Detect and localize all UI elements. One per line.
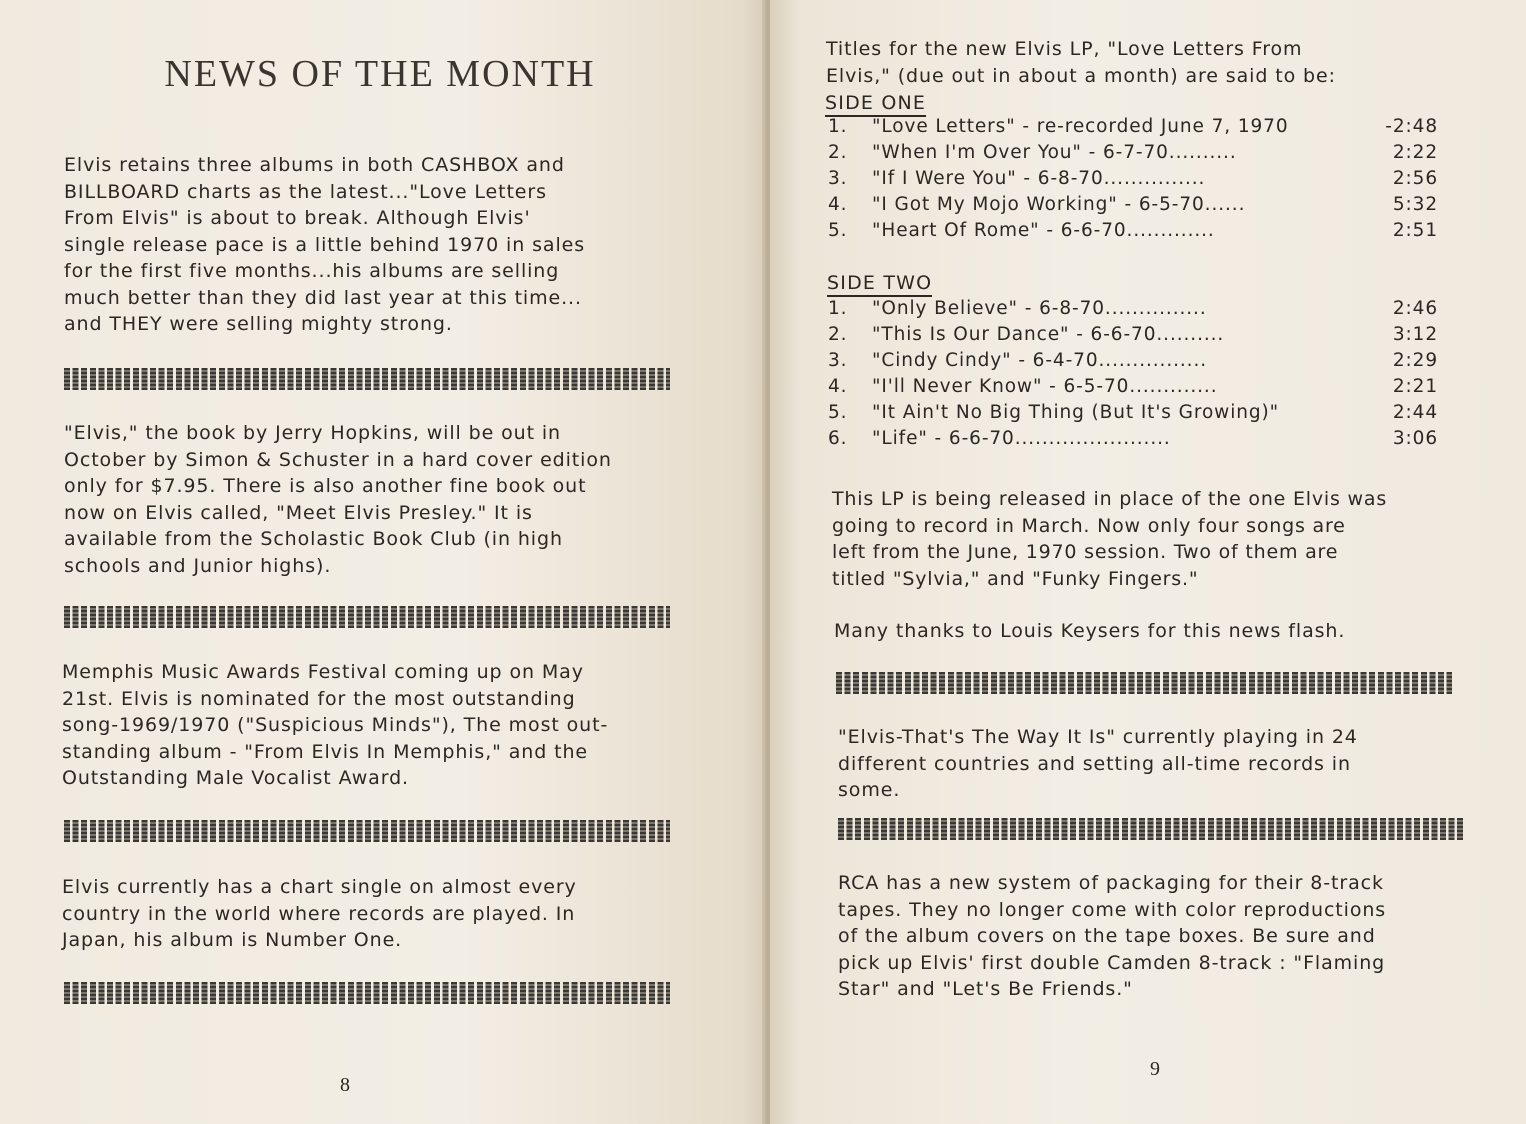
track-title: "It Ain't No Big Thing (But It's Growing)" <box>872 402 1280 423</box>
track-title: "If I Were You" - 6-8-70............... <box>872 168 1206 189</box>
track-number: 5. <box>828 402 848 423</box>
track-duration: 3:12 <box>1392 324 1438 345</box>
track-duration: 2:51 <box>1392 220 1438 241</box>
track-title: "Only Believe" - 6-8-70............... <box>872 298 1207 319</box>
track-duration: 2:21 <box>1392 376 1438 397</box>
track-title: "I'll Never Know" - 6-5-70............. <box>872 376 1218 397</box>
track-title: "I Got My Mojo Working" - 6-5-70...... <box>872 194 1246 215</box>
paragraph-chart-single: Elvis currently has a chart single on almost every country in the world where records are played. In Japan, his album is Number One. <box>62 876 577 951</box>
paragraph-albums: Elvis retains three albums in both CASHBOX and BILLBOARD charts as the latest..."Love Letters From Elvis" is about to break. Although Elvis' single release pace is a little behind 1970 in sales for the first five months...his albums are selling much better than they did last year at this time... and THEY were selling mighty strong. <box>64 154 586 335</box>
track-duration: 2:46 <box>1392 298 1438 319</box>
intro-paragraph: Titles for the new Elvis LP, "Love Letters From Elvis," (due out in about a month) are said to be: <box>826 38 1336 87</box>
ornament-divider <box>836 672 1452 694</box>
track-title: "This Is Our Dance" - 6-6-70.......... <box>872 324 1225 345</box>
paragraph-book: "Elvis," the book by Jerry Hopkins, will be out in October by Simon & Schuster in a hard cover edition only for $7.95. There is also another fine book out now on Elvis called, "Meet Elvis Presley." It is available from the Scholastic Book Club (in high schools and Junior highs). <box>64 422 612 577</box>
ornament-divider <box>64 606 670 628</box>
page-title: NEWS OF THE MONTH <box>164 53 596 95</box>
ornament-divider <box>64 368 670 390</box>
track-row <box>828 324 1448 350</box>
track-duration: -2:48 <box>1385 116 1438 137</box>
paragraph-film: "Elvis-That's The Way It Is" currently playing in 24 different countries and setting all-time records in some. <box>838 726 1358 801</box>
track-title: "Heart Of Rome" - 6-6-70............. <box>872 220 1215 241</box>
track-number: 4. <box>828 376 848 397</box>
track-title: "Love Letters" - re-recorded June 7, 1970 <box>872 116 1289 137</box>
page-number: 9 <box>1150 1058 1160 1080</box>
track-row <box>828 194 1448 220</box>
track-number: 5. <box>828 220 848 241</box>
ornament-divider <box>64 982 670 1004</box>
paragraph-thanks: Many thanks to Louis Keysers for this news flash. <box>834 620 1346 642</box>
paragraph-rca: RCA has a new system of packaging for their 8-track tapes. They no longer come with color reproductions of the album covers on the tape boxes. Be sure and pick up Elvis' first double Camden 8-track : "Flaming Star" and "Let's Be Friends." <box>838 872 1387 1000</box>
track-row <box>828 428 1448 454</box>
track-number: 6. <box>828 428 848 449</box>
page-number: 8 <box>340 1074 350 1096</box>
paragraph-awards: Memphis Music Awards Festival coming up on May 21st. Elvis is nominated for the most outstanding song-1969/1970 ("Suspicious Minds"), The most out- standing album - "From Elvis In Memphis," and the Outstanding Male Vocalist Award. <box>62 661 609 789</box>
side-two-heading: SIDE TWO <box>827 272 932 297</box>
track-row <box>828 376 1448 402</box>
track-number: 1. <box>828 298 848 319</box>
track-row <box>828 350 1448 376</box>
side-one-heading: SIDE ONE <box>825 92 926 117</box>
track-duration: 3:06 <box>1392 428 1438 449</box>
track-title: "Cindy Cindy" - 6-4-70................ <box>872 350 1208 371</box>
track-row <box>828 220 1448 246</box>
track-duration: 2:56 <box>1392 168 1438 189</box>
track-number: 4. <box>828 194 848 215</box>
paragraph-lp-release: This LP is being released in place of the one Elvis was going to record in March. Now only four songs are left from the June, 1970 session. Two of them are titled "Sylvia," and "Funky Fingers." <box>832 488 1388 590</box>
track-duration: 5:32 <box>1392 194 1438 215</box>
track-row <box>828 116 1448 142</box>
track-duration: 2:22 <box>1392 142 1438 163</box>
track-number: 2. <box>828 142 848 163</box>
track-number: 3. <box>828 168 848 189</box>
track-row <box>828 168 1448 194</box>
ornament-divider <box>64 820 670 842</box>
track-number: 3. <box>828 350 848 371</box>
track-title: "Life" - 6-6-70....................... <box>872 428 1171 449</box>
track-row <box>828 402 1448 428</box>
ornament-divider <box>838 818 1464 840</box>
track-number: 2. <box>828 324 848 345</box>
track-row <box>828 298 1448 324</box>
track-row <box>828 142 1448 168</box>
track-number: 1. <box>828 116 848 137</box>
track-duration: 2:29 <box>1392 350 1438 371</box>
track-title: "When I'm Over You" - 6-7-70.......... <box>872 142 1237 163</box>
track-duration: 2:44 <box>1392 402 1438 423</box>
